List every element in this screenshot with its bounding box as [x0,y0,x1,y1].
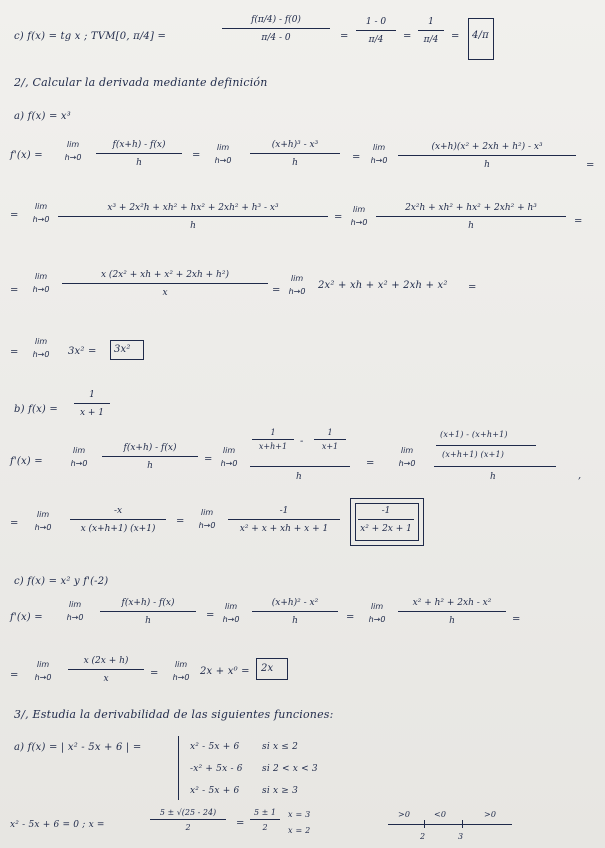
fraction-bar [358,519,414,520]
fraction-bar [68,669,144,670]
b2-numerator: -x [113,506,123,516]
fraction-bar [252,611,338,612]
limit-label: lim h→0 [32,272,50,294]
a1-denominator: h [136,158,142,168]
fraction-bar [398,155,576,156]
b2-numerator-2: -1 [279,506,289,516]
equals-sign: = [150,668,159,679]
equals-sign: = [512,614,521,625]
b1-inner-numerator-a: 1 [270,428,276,437]
fraction-bar [100,611,196,612]
b2-result-numerator: -1 [381,506,391,516]
b2-denominator: x (x+h+1) (x+1) [80,524,156,534]
equals-sign: = [10,518,19,529]
equals-sign: = [346,612,355,623]
equals-sign: = [334,212,343,223]
case-2-condition: si 2 < x < 3 [262,764,318,774]
c1-fraction-3 [398,598,506,626]
b-function-fraction [74,390,110,418]
equals-sign: = [10,285,19,296]
c1-denominator-3: h [449,616,455,626]
equals-sign: = [176,516,185,527]
b1-denominator: h [147,461,153,471]
number-line [388,824,512,825]
c-result: 4/π [472,30,489,41]
limit-label: lim h→0 [370,143,388,165]
equals-sign: = [366,458,375,469]
a2-fraction [58,203,328,231]
a1-denominator-2: h [292,158,298,168]
a1-numerator-3: (x+h)(x² + 2xh + h²) - x³ [431,142,543,152]
equals-sign: = [236,818,245,829]
quadratic-denominator: 2 [185,823,191,832]
equals-sign: = [272,285,281,296]
b1-inner-numerator-b: 1 [327,428,333,437]
equals-sign: = [10,347,19,358]
limit-label: lim h→0 [288,274,306,296]
b1-inner-denominator-b: x+1 [321,442,339,451]
tick-label-2: 2 [420,832,426,841]
limit-label: lim h→0 [368,602,386,624]
equals-sign: = [403,31,412,42]
equals-sign: = [204,454,213,465]
part-a-label: a) f(x) = x³ [14,111,71,122]
limit-label: lim h→0 [350,205,368,227]
c1-numerator-3: x² + h² + 2xh - x² [412,598,492,608]
fraction-bar [250,153,340,154]
equals-sign: = [451,31,460,42]
a2-numerator: x³ + 2x²h + xh² + hx² + 2xh² + h³ - x³ [107,203,279,213]
limit-label: lim h→0 [398,446,416,468]
limit-label: lim h→0 [64,140,82,162]
section-2-heading: 2/, Calcular la derivada mediante definición [14,76,268,89]
b-numerator: 1 [89,390,95,400]
a1-denominator-3: h [484,160,490,170]
b1-inner-denominator-a: x+h+1 [258,442,288,451]
piecewise-brace [178,736,179,800]
equals-sign: = [468,282,477,293]
c-eq1-numerator: 1 - 0 [365,17,387,27]
a1-fraction [96,140,182,168]
c2-fraction [68,656,144,684]
b1-denominator-3: h [490,472,496,482]
b1-middle-3: (x+h+1) (x+1) [442,450,505,459]
a2-fraction-2 [376,203,566,231]
equals-sign: = [192,150,201,161]
fraction-bar [314,439,346,440]
fraction-bar [398,611,506,612]
limit-label: lim h→0 [220,446,238,468]
a2-numerator-2: 2x²h + xh² + hx² + 2xh² + h³ [405,203,537,213]
limit-label: lim h→0 [34,510,52,532]
c1-lhs: f'(x) = [10,612,43,623]
c2-denominator: x [103,674,109,684]
b2-result-fraction [358,506,414,534]
sign-region-3: >0 [484,810,497,819]
s3-part-a-label: a) f(x) = | x² - 5x + 6 | = [14,742,142,753]
b1-numerator-3: (x+1) - (x+h+1) [440,430,508,439]
c1-numerator-2: (x+h)² - x² [271,598,319,608]
limit-label: lim h→0 [32,337,50,359]
a2-denominator-2: h [468,221,474,231]
limit-label: lim h→0 [214,143,232,165]
b1-main-fraction-bar [250,466,350,467]
b1-fraction [102,443,198,471]
case-1-condition: si x ≤ 2 [262,742,299,752]
a3-rhs: 2x² + xh + x² + 2xh + x² [318,280,448,291]
c-eq1-denominator: π/4 [368,35,384,45]
c-eq2-denominator: π/4 [423,35,439,45]
b1-inner-fraction-b [314,428,346,451]
c1-fraction [100,598,196,626]
a1-numerator-2: (x+h)³ - x³ [271,140,319,150]
equals-sign: = [10,210,19,221]
fraction-bar [252,439,294,440]
quadratic-denominator-2: 2 [262,823,268,832]
limit-label: lim h→0 [172,660,190,682]
fraction-bar [102,456,198,457]
c-eq1-fraction [356,17,396,45]
limit-label: lim h→0 [66,600,84,622]
b2-result-denominator: x² + 2x + 1 [360,524,412,534]
fraction-bar [74,403,110,404]
equals-sign: = [340,31,349,42]
c-tvm-denominator: π/4 - 0 [261,33,291,43]
limit-label: lim h→0 [70,446,88,468]
fraction-bar [436,445,536,446]
c1-denominator: h [145,616,151,626]
fraction-bar [228,519,340,520]
a1-fraction-2 [250,140,340,168]
equals-sign: = [206,610,215,621]
equals-sign: = [574,216,583,227]
b2-fraction-2 [228,506,340,534]
fraction-bar [250,819,280,820]
a3-denominator: x [162,288,168,298]
quadratic-numerator-2: 5 ± 1 [254,808,276,817]
c-tvm-fraction [222,15,330,43]
part-c-label: c) f(x) = x² y f'(-2) [14,576,109,587]
limit-label: lim h→0 [32,202,50,224]
fraction-bar [434,466,556,467]
quadratic-fraction-2 [250,808,280,832]
b1-numerator: f(x+h) - f(x) [123,443,177,453]
a2-denominator: h [190,221,196,231]
fraction-bar [96,153,182,154]
sign-region-2: <0 [434,810,447,819]
limit-label: lim h→0 [222,602,240,624]
fraction-bar [70,519,166,520]
tick-label-3: 3 [458,832,464,841]
fraction-bar [356,30,396,31]
fraction-bar [58,216,328,217]
number-line-tick [462,820,463,828]
fraction-bar [376,216,566,217]
sign-region-1: >0 [398,810,411,819]
number-line-tick [424,820,425,828]
case-2-expression: -x² + 5x - 6 [190,764,243,774]
limit-label: lim h→0 [34,660,52,682]
b2-denominator-2: x² + x + xh + x + 1 [239,524,329,534]
c-eq2-fraction [418,17,444,45]
a1-numerator: f(x+h) - f(x) [112,140,166,150]
c-tvm-lhs: c) f(x) = tg x ; TVM[0, π/4] = [14,31,167,42]
c1-denominator-2: h [292,616,298,626]
section-3-heading: 3/, Estudia la derivabilidad de las siguientes funciones: [14,708,334,721]
limit-label: lim h→0 [198,508,216,530]
a4-result: 3x² [114,344,131,355]
a1-lhs: f'(x) = [10,150,43,161]
quadratic-formula-fraction [150,808,226,832]
case-3-expression: x² - 5x + 6 [190,786,240,796]
equals-sign: = [10,670,19,681]
fraction-bar [150,819,226,820]
c2-numerator: x (2x + h) [83,656,129,666]
equals-sign: = [586,160,595,171]
a3-numerator: x (2x² + xh + x² + 2xh + h²) [101,270,229,280]
b1-outer-denominator: h [296,472,302,482]
case-3-condition: si x ≥ 3 [262,786,299,796]
root-b: x = 2 [288,826,311,835]
quadratic-numerator: 5 ± √(25 - 24) [159,808,217,817]
a4-expression: 3x² = [68,346,97,357]
fraction-bar [62,283,268,284]
b-denominator: x + 1 [79,408,105,418]
c1-numerator: f(x+h) - f(x) [121,598,175,608]
b1-inner-fraction-a [252,428,294,451]
a1-fraction-3 [398,142,576,170]
c2-result: 2x [261,663,274,674]
c-eq2-numerator: 1 [428,17,434,27]
equals-sign: = [352,152,361,163]
fraction-bar [418,30,444,31]
b1-lhs: f'(x) = [10,456,43,467]
minus-sign: - [300,436,304,447]
c-tvm-numerator: f(π/4) - f(0) [251,15,301,25]
root-a: x = 3 [288,810,311,819]
b2-fraction [70,506,166,534]
quadratic-equation: x² - 5x + 6 = 0 ; x = [10,820,105,830]
part-b-label: b) f(x) = [14,404,58,415]
c1-fraction-2 [252,598,338,626]
a3-fraction [62,270,268,298]
fraction-bar [222,28,330,29]
comma: , [578,470,582,481]
c2-expression: 2x + x⁰ = [200,666,250,677]
case-1-expression: x² - 5x + 6 [190,742,240,752]
